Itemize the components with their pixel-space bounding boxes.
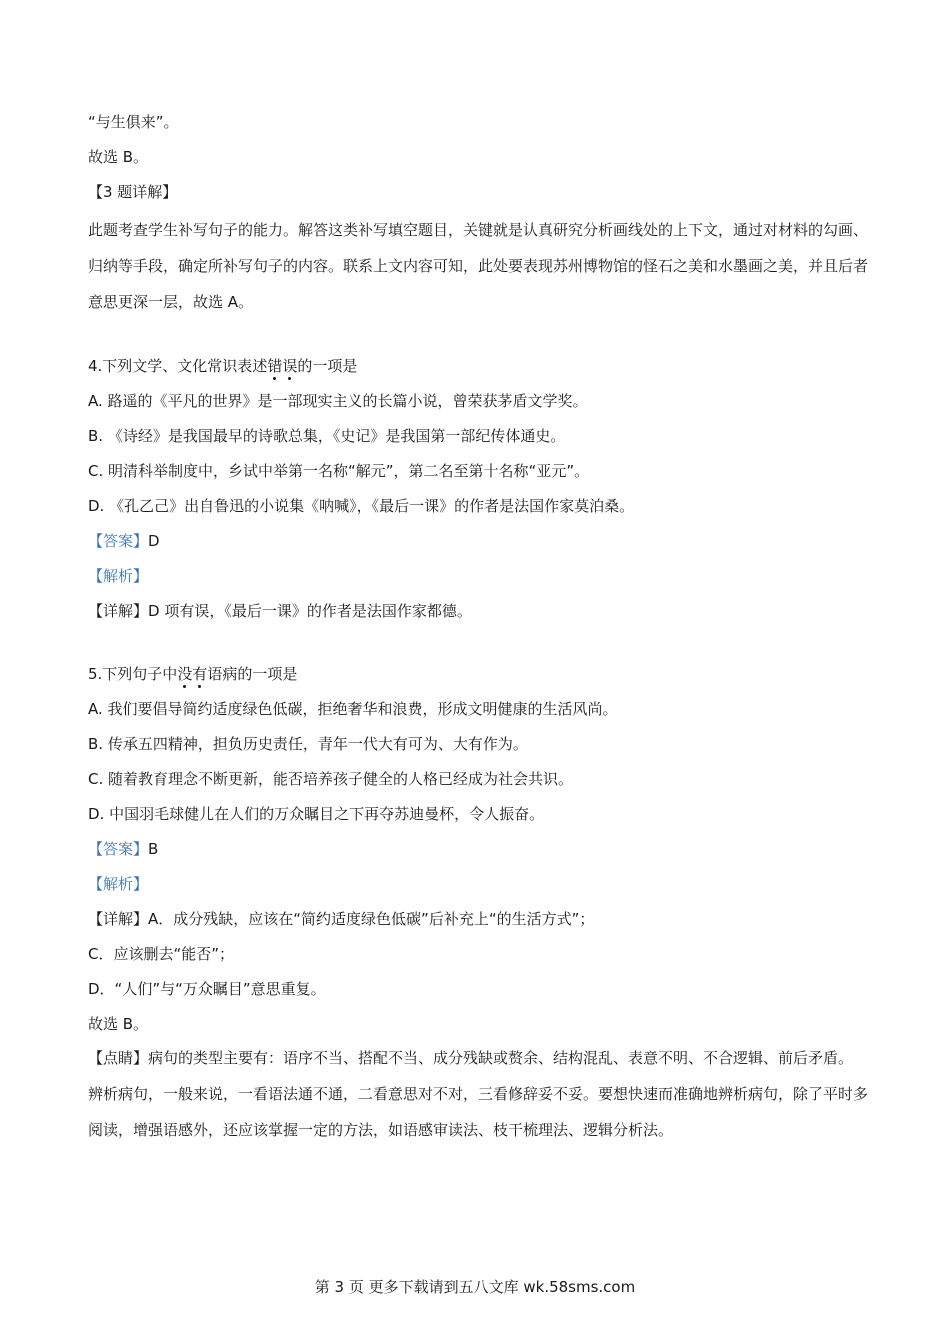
- q5-detail-tag: 【详解】: [88, 910, 149, 928]
- q4-analysis-tag: 【解析】: [88, 567, 149, 585]
- q4-answer-tag: 【答案】: [88, 532, 149, 550]
- q3-heading: 【3 题详解】: [88, 183, 178, 201]
- page-footer: 第 3 页 更多下载请到五八文库 wk.58sms.com: [314, 1278, 636, 1296]
- q5-detail: [88, 909, 868, 929]
- q5-tip-text: 病句的类型主要有：语序不当、搭配不当、成分残缺或赘余、结构混乱、表意不明、不合逻辑、前后矛盾。辨析病句，一般来说，一看语法通不通，二看意思对不对，三看修辞妥不妥。要想快速而准确地辨析病句，除了平时多阅读，增强语感外，还应该掌握一定的方法，如语感审读法、枝干梳理法、逻辑分析法。: [88, 1049, 869, 1139]
- q5-emphasis-char: 有: [192, 665, 208, 683]
- q4-option-d: D. 《孔乙己》出自鲁迅的小说集《呐喊》，《最后一课》的作者是法国作家莫泊桑。: [88, 497, 635, 515]
- q4-emphasis-char: 误: [282, 357, 298, 375]
- q5-option-a: A. 我们要倡导简约适度绿色低碳，拒绝奢华和浪费，形成文明健康的生活风尚。: [88, 700, 618, 718]
- q5-tip-tag: 【点睛】: [88, 1049, 149, 1067]
- q5-tip: [88, 1040, 868, 1148]
- q5-stem: [88, 664, 868, 684]
- q4-option-a: A. 路遥的《平凡的世界》是一部现实主义的长篇小说，曾荣获茅盾文学奖。: [88, 392, 588, 410]
- q4-stem-text: 的一项是: [297, 357, 358, 375]
- q4-stem: [88, 356, 868, 376]
- q5-answer-value: B: [148, 840, 159, 858]
- q3-explanation: 此题考查学生补写句子的能力。解答这类补写填空题目，关键就是认真研究分析画线处的上下文，通过对材料的勾画、归纳等手段，确定所补写句子的内容。联系上文内容可知，此处要表现苏州博物馆的怪石之美和水墨画之美，并且后者意思更深一层，故选 A。: [88, 221, 869, 311]
- q5-option-d: D. 中国羽毛球健儿在人们的万众瞩目之下再夺苏迪曼杯，令人振奋。: [88, 805, 545, 823]
- q5-detail-text: A．成分残缺，应该在“简约适度绿色低碳”后补充上“的生活方式”；: [148, 910, 595, 928]
- q4-detail-tag: 【详解】: [88, 602, 149, 620]
- q5-analysis-tag: 【解析】: [88, 875, 149, 893]
- q4-detail-text: D 项有误，《最后一课》的作者是法国作家都德。: [148, 602, 472, 620]
- q5-stem-text: 5.下列句子中: [88, 665, 178, 683]
- q4-stem-text: 4.下列文学、文化常识表述: [88, 357, 268, 375]
- q4-detail: [88, 601, 868, 621]
- q5-stem-text: 语病的一项是: [207, 665, 298, 683]
- q5-option-c: C. 随着教育理念不断更新，能否培养孩子健全的人格已经成为社会共识。: [88, 770, 574, 788]
- q5-option-b: B. 传承五四精神，担负历史责任，青年一代大有可为、大有作为。: [88, 735, 528, 753]
- q5-emphasis-char: 没: [177, 665, 193, 683]
- q5-detail-d: D．“人们”与“万众瞩目”意思重复。: [88, 980, 326, 998]
- q3-quote: “与生俱来”。: [88, 113, 179, 131]
- q4-option-b: B. 《诗经》是我国最早的诗歌总集，《史记》是我国第一部纪传体通史。: [88, 427, 566, 445]
- page-content: [88, 112, 868, 1148]
- q4-option-c: C. 明清科举制度中，乡试中举第一名称“解元”，第二名至第十名称“亚元”。: [88, 462, 590, 480]
- q3-choice: 故选 B。: [88, 148, 149, 166]
- q5-detail-c: C．应该删去“能否”；: [88, 945, 235, 963]
- q5-answer: [88, 839, 868, 859]
- q5-choice: 故选 B。: [88, 1015, 149, 1033]
- q5-answer-tag: 【答案】: [88, 840, 149, 858]
- q4-answer: [88, 531, 868, 551]
- q4-answer-value: D: [148, 532, 160, 550]
- q4-emphasis-char: 错: [267, 357, 283, 375]
